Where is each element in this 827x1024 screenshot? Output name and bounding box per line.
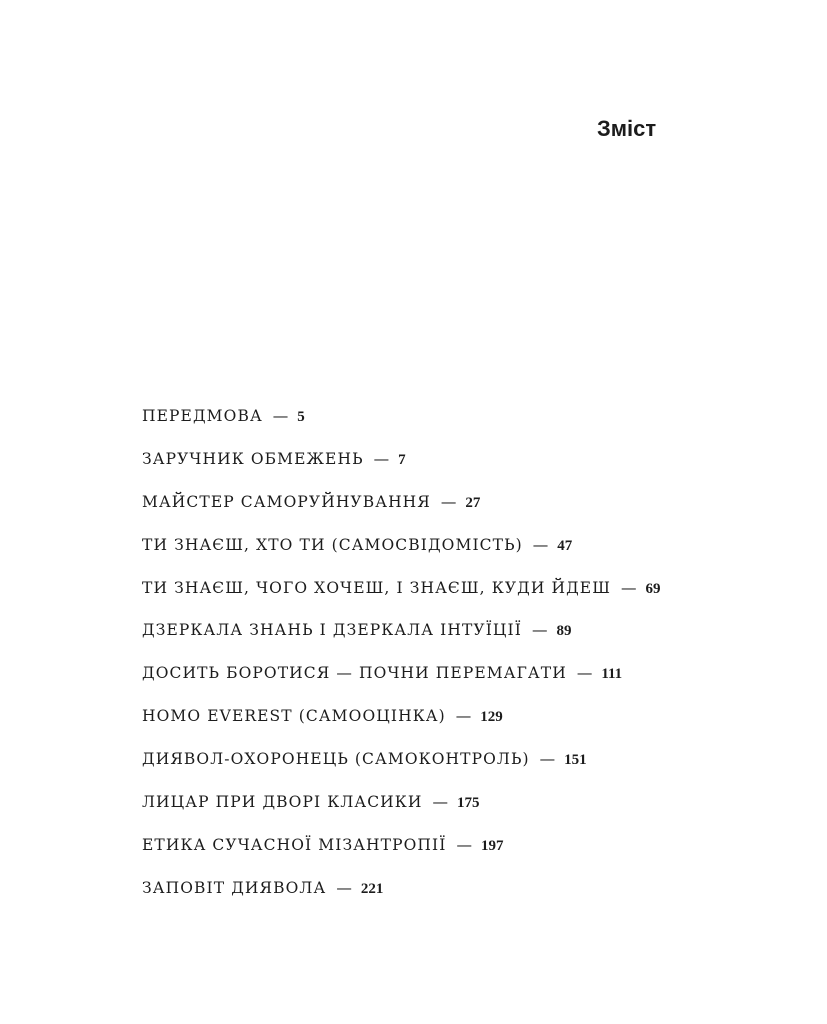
toc-chapter-title: ДОСИТЬ БОРОТИСЯ — ПОЧНИ ПЕРЕМАГАТИ xyxy=(142,664,567,683)
toc-dash: — xyxy=(456,835,472,854)
toc-chapter-title: ДЗЕРКАЛА ЗНАНЬ І ДЗЕРКАЛА ІНТУЇЦІЇ xyxy=(142,621,522,640)
toc-chapter-title: ТИ ЗНАЄШ, ЧОГО ХОЧЕШ, І ЗНАЄШ, КУДИ ЙДЕШ xyxy=(142,578,611,597)
toc-entry xyxy=(142,573,661,616)
toc-chapter-title: ЕТИКА СУЧАСНОЇ МІЗАНТРОПІЇ xyxy=(142,835,447,854)
toc-entry xyxy=(142,444,661,487)
toc-entry xyxy=(142,401,661,444)
toc-entry xyxy=(142,658,661,701)
toc-entry xyxy=(142,830,661,873)
toc-page-number: 221 xyxy=(360,880,384,897)
page-title: Зміст xyxy=(597,116,657,141)
toc-chapter-title: ЗАПОВІТ ДИЯВОЛА xyxy=(142,878,327,897)
toc-dash: — xyxy=(539,750,556,769)
toc-chapter-title: ЗАРУЧНИК ОБМЕЖЕНЬ xyxy=(142,449,364,468)
toc-dash: — xyxy=(576,664,593,683)
toc-dash: — xyxy=(272,407,289,425)
toc-page-number: 129 xyxy=(480,709,503,726)
toc-dash: — xyxy=(432,793,448,812)
toc-chapter-title: МАЙСТЕР САМОРУЙНУВАННЯ xyxy=(142,492,431,511)
toc-entry xyxy=(142,487,661,530)
toc-chapter-title: ТИ ЗНАЄШ, ХТО ТИ (САМОСВІДОМІСТЬ) xyxy=(142,535,523,554)
toc-page-number: 5 xyxy=(297,409,305,425)
toc-dash: — xyxy=(532,621,548,640)
toc-chapter-title: HOMO EVEREST (САМООЦІНКА) xyxy=(142,707,446,726)
toc-page-number: 27 xyxy=(465,494,481,511)
toc-entry xyxy=(142,615,661,658)
toc-entry xyxy=(142,873,661,916)
toc-entry xyxy=(142,744,661,787)
toc-dash: — xyxy=(455,707,472,726)
toc-page-number: 151 xyxy=(564,752,587,769)
toc-page-number: 69 xyxy=(645,580,661,597)
toc-page-number: 111 xyxy=(601,666,623,683)
toc-entry xyxy=(142,701,661,744)
toc-page-number: 7 xyxy=(398,451,406,468)
toc-chapter-title: ПЕРЕДМОВА xyxy=(142,407,263,425)
toc-dash: — xyxy=(532,535,549,554)
toc-entry xyxy=(142,787,661,830)
toc-entry xyxy=(142,530,661,573)
toc-dash: — xyxy=(621,578,637,597)
toc-page-number: 175 xyxy=(457,795,480,812)
toc-dash: — xyxy=(336,878,352,897)
toc-dash: — xyxy=(373,449,390,468)
toc-chapter-title: ДИЯВОЛ-ОХОРОНЕЦЬ (САМОКОНТРОЛЬ) xyxy=(142,750,530,769)
toc-dash: — xyxy=(440,492,457,511)
toc-page-number: 89 xyxy=(556,623,572,640)
toc-page-number: 47 xyxy=(557,537,573,554)
table-of-contents xyxy=(142,401,661,916)
toc-page-number: 197 xyxy=(481,837,504,854)
toc-chapter-title: ЛИЦАР ПРИ ДВОРІ КЛАСИКИ xyxy=(142,793,423,812)
